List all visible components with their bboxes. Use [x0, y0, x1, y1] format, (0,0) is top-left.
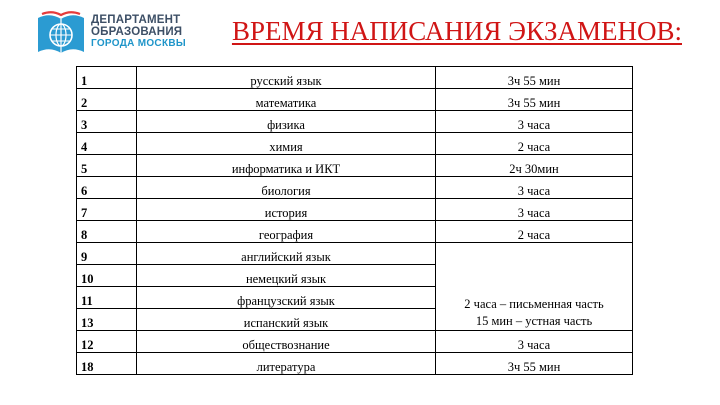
- duration-cell: 2 часа: [436, 221, 633, 243]
- logo: [36, 10, 186, 58]
- duration-cell: 2ч 30мин: [436, 155, 633, 177]
- table-row: [77, 111, 633, 133]
- row-number: 12: [77, 331, 137, 353]
- logo-line-education: ОБРАЗОВАНИЯ: [91, 26, 183, 38]
- row-number: 9: [77, 243, 137, 265]
- duration-cell: 3 часа: [436, 199, 633, 221]
- subject-cell: русский язык: [137, 67, 436, 89]
- row-number: 7: [77, 199, 137, 221]
- row-number: 18: [77, 353, 137, 375]
- subject-cell: география: [137, 221, 436, 243]
- duration-cell: 3 часа: [436, 177, 633, 199]
- subject-cell: биология: [137, 177, 436, 199]
- duration-cell: 2 часа: [436, 133, 633, 155]
- row-number: 4: [77, 133, 137, 155]
- table-row: [77, 133, 633, 155]
- subject-cell: немецкий язык: [137, 265, 436, 287]
- logo-line-department: ДЕПАРТАМЕНТ: [91, 14, 181, 26]
- page-title: ВРЕМЯ НАПИСАНИЯ ЭКЗАМЕНОВ:: [231, 16, 682, 46]
- oral-part-duration: 15 мин – устная часть: [475, 314, 593, 328]
- subject-cell: физика: [137, 111, 436, 133]
- row-number: 11: [77, 287, 137, 309]
- logo-line-city: ГОРОДА МОСКВЫ: [91, 38, 186, 49]
- duration-cell: 3ч 55 мин: [436, 353, 633, 375]
- table-row: [77, 155, 633, 177]
- subject-cell: история: [137, 199, 436, 221]
- duration-cell: 3 часа: [436, 111, 633, 133]
- table-row: [77, 221, 633, 243]
- table-row: [77, 353, 633, 375]
- row-number: 13: [77, 309, 137, 331]
- subject-cell: математика: [137, 89, 436, 111]
- row-number: 10: [77, 265, 137, 287]
- subject-cell: обществознание: [137, 331, 436, 353]
- table-row: [77, 199, 633, 221]
- written-part-duration: 2 часа – письменная часть: [464, 297, 604, 311]
- table-row: [77, 243, 633, 265]
- row-number: 5: [77, 155, 137, 177]
- row-number: 2: [77, 89, 137, 111]
- subject-cell: испанский язык: [137, 309, 436, 331]
- subject-cell: французский язык: [137, 287, 436, 309]
- row-number: 3: [77, 111, 137, 133]
- duration-cell: 3ч 55 мин: [436, 67, 633, 89]
- row-number: 8: [77, 221, 137, 243]
- subject-cell: литература: [137, 353, 436, 375]
- row-number: 6: [77, 177, 137, 199]
- logo-book-globe-icon: [36, 10, 86, 58]
- subject-cell: информатика и ИКТ: [137, 155, 436, 177]
- duration-cell: 3 часа: [436, 331, 633, 353]
- exam-duration-table: [76, 66, 633, 375]
- duration-cell: 3ч 55 мин: [436, 89, 633, 111]
- row-number: 1: [77, 67, 137, 89]
- subject-cell: химия: [137, 133, 436, 155]
- table-row: [77, 89, 633, 111]
- languages-duration-cell: [436, 243, 633, 331]
- table-row: [77, 177, 633, 199]
- subject-cell: английский язык: [137, 243, 436, 265]
- table-row: [77, 67, 633, 89]
- table-row: [77, 331, 633, 353]
